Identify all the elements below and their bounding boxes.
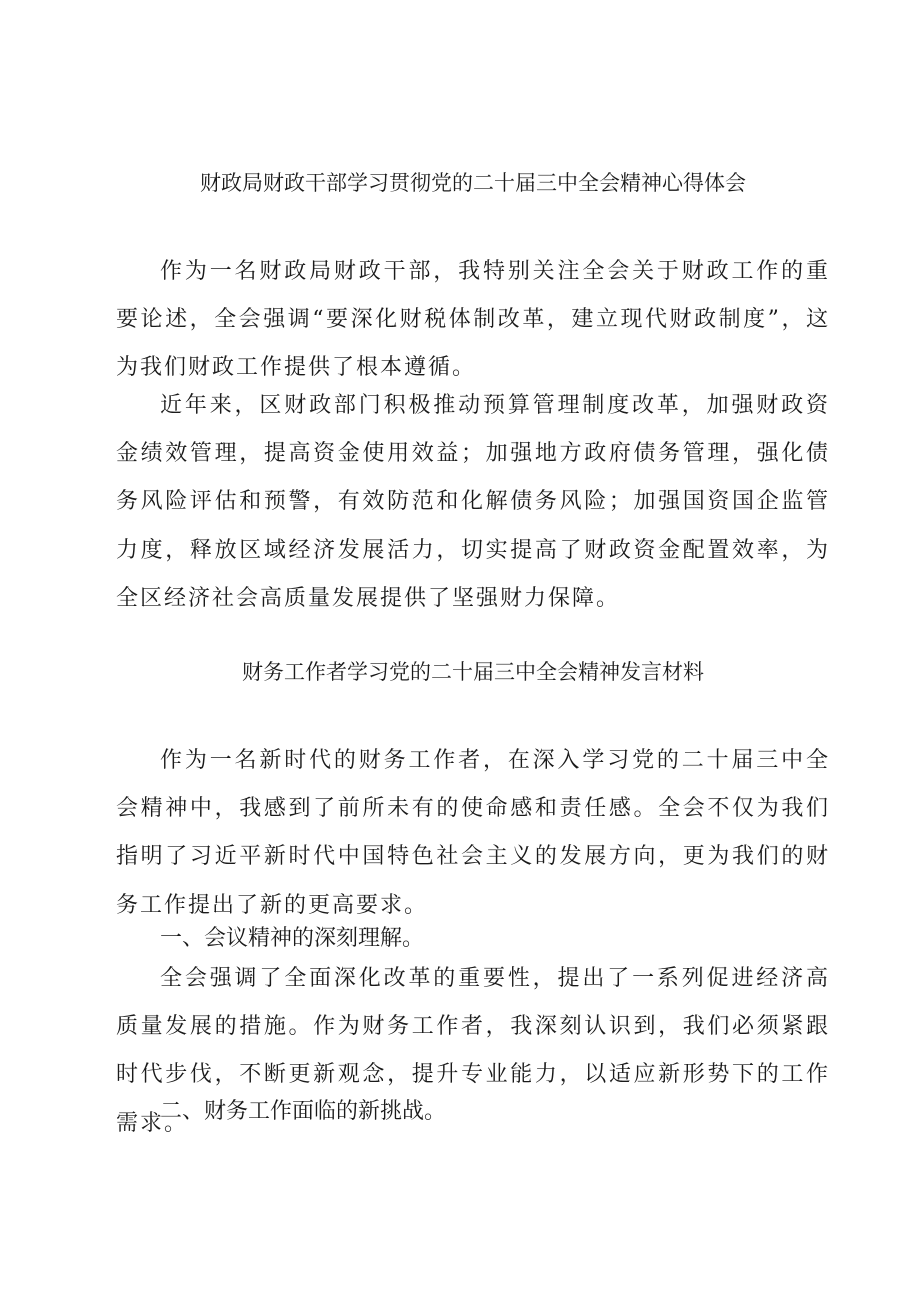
section-2-title: 财务工作者学习党的二十届三中全会精神发言材料 — [242, 660, 704, 684]
section-2-heading-2: 二、财务工作面临的新挑战。 — [160, 1099, 447, 1124]
section-2-heading-1: 一、会议精神的深刻理解。 — [160, 926, 425, 951]
section-2-subsection-1-paragraph: 全会强调了全面深化改革的重要性，提出了一系列促进经济高质量发展的措施。作为财务工作者，我深刻认识到，我们必须紧跟时代步伐，不断更新观念，提升专业能力，以适应新形势下的工作需求。 — [116, 966, 830, 1136]
section-1-title: 财政局财政干部学习贯彻党的二十届三中全会精神心得体会 — [200, 171, 746, 195]
section-2-paragraph-1: 作为一名新时代的财务工作者，在深入学习党的二十届三中全会精神中，我感到了前所未有的使命感和责任感。全会不仅为我们指明了习近平新时代中国特色社会主义的发展方向，更为我们的财务工作提出了新的更高要求。 — [116, 748, 830, 918]
section-1-paragraph-1: 作为一名财政局财政干部，我特别关注全会关于财政工作的重要论述，全会强调“要深化财税体制改革，建立现代财政制度”，这为我们财政工作提供了根本遵循。 — [116, 259, 830, 381]
section-1-paragraph-2: 近年来，区财政部门积极推动预算管理制度改革，加强财政资金绩效管理，提高资金使用效益；加强地方政府债务管理，强化债务风险评估和预警，有效防范和化解债务风险；加强国资国企监管力度，释放区域经济发展活力，切实提高了财政资金配置效率，为全区经济社会高质量发展提供了坚强财力保障。 — [116, 393, 830, 611]
